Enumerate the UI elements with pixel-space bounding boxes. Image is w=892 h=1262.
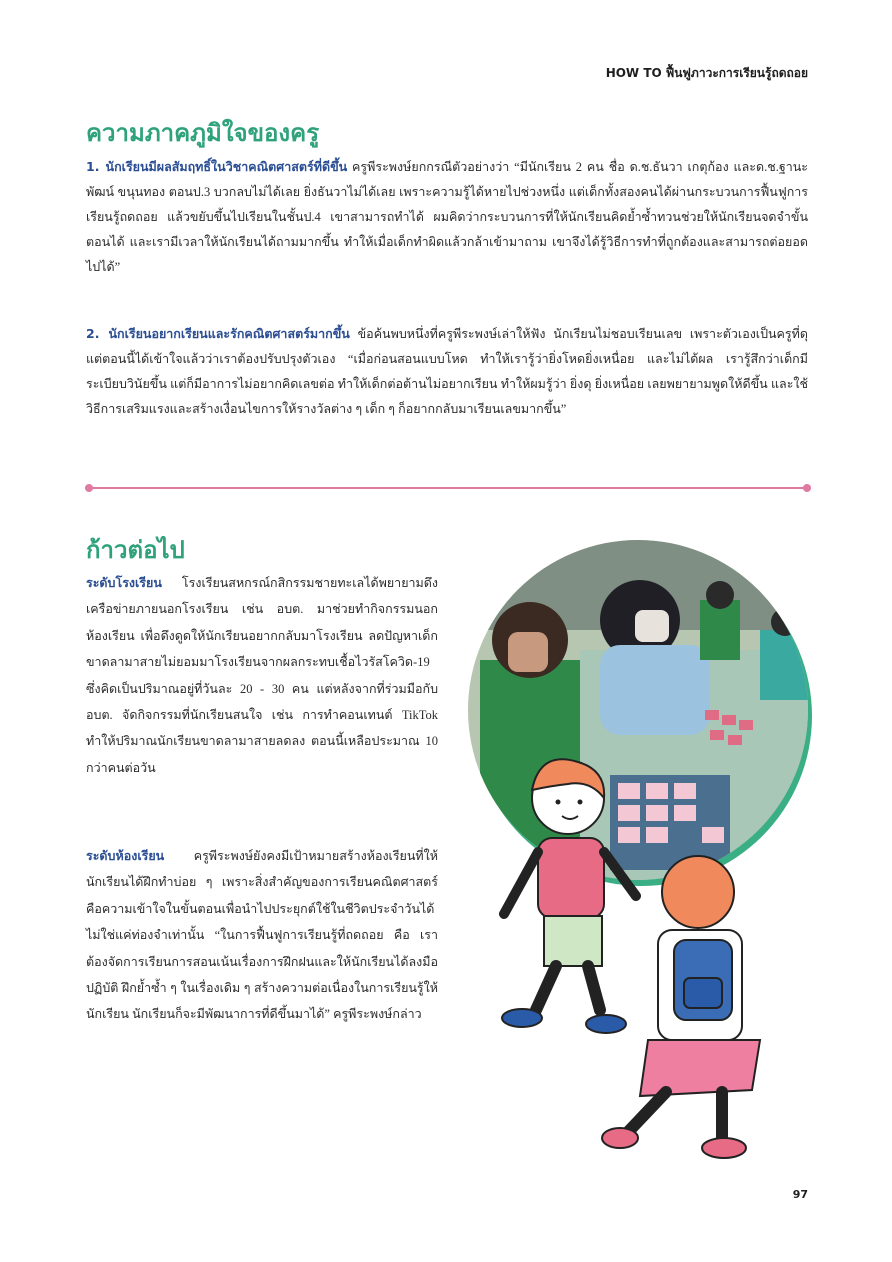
page-number: 97: [792, 1188, 808, 1201]
school-level-body: โรงเรียนสหกรณ์กสิกรรมชายทะเลได้พยายามดึงเครือข่ายภายนอกโรงเรียน เช่น อบต. มาช่วยทำกิจกรรมนอกห้องเรียน เพื่อดึงดูดให้นักเรียนอยากกลับมาโรงเรียน ลดปัญหาเด็กขาดลามาสายไม่ยอมมาโรงเรียนจากผลกระทบเชื้อไวรัสโควิด-19 ซึ่งคิดเป็นปริมาณอยู่ที่วันละ 20 - 30 คน แต่หลังจากที่ร่วมมือกับอบต. จัดกิจกรรมที่นักเรียนสนใจ เช่น การทำคอนเทนต์ TikTok ทำให้ปริมาณนักเรียนขาดลามาสายลดลง ตอนนี้เหลือประมาณ 10 กว่าคนต่อวัน: [86, 576, 438, 775]
next-school-level-paragraph: [86, 570, 438, 781]
divider-dot-left: [85, 484, 93, 492]
section-title-next-steps: ก้าวต่อไป: [86, 536, 185, 564]
section-divider: [88, 487, 808, 489]
school-level-lead: ระดับโรงเรียน: [86, 575, 162, 590]
divider-dot-right: [803, 484, 811, 492]
classroom-level-lead: ระดับห้องเรียน: [86, 848, 165, 863]
header-howto: HOW TO: [605, 66, 662, 80]
pride-paragraph-2: [86, 321, 808, 422]
next-classroom-level-paragraph: [86, 843, 438, 1028]
pride-lead-1: 1. นักเรียนมีผลสัมฤทธิ์ในวิชาคณิตศาสตร์ที่ดีขึ้น: [86, 159, 348, 174]
pride-lead-2: 2. นักเรียนอยากเรียนและรักคณิตศาสตร์มากขึ้น: [86, 326, 350, 341]
header-subtitle: ฟื้นฟูภาวะการเรียนรู้ถดถอย: [665, 66, 808, 80]
pride-body-2: ข้อค้นพบหนึ่งที่ครูพีระพงษ์เล่าให้ฟัง นักเรียนไม่ชอบเรียนเลข เพราะตัวเองเป็นครูที่ดุ แต่ตอนนี้ได้เข้าใจแล้วว่าเราต้องปรับปรุงตัวเอง “เมื่อก่อนสอนแบบโหด ทำให้เรารู้ว่ายิ่งโหดยิ่งเหนื่อย และไม่ได้ผล เรารู้สึกว่าเด็กมีระเบียบวินัยขึ้น แต่ก็มีอาการไม่อยากคิดเลขต่อ ทำให้เด็กต่อต้านไม่อยากเรียน ทำให้ผมรู้ว่า ยิ่งดุ ยิ่งเหนื่อย เลยพยายามพูดให้ดีขึ้น และใช้วิธีการเสริมแรงและสร้างเงื่อนไขการให้รางวัลต่าง ๆ เด็ก ๆ ก็อยากกลับมาเรียนเลขมากขึ้น”: [86, 327, 808, 416]
cartoon-girl: [602, 856, 760, 1158]
classroom-level-body: ครูพีระพงษ์ยังคงมีเป้าหมายสร้างห้องเรียนที่ให้นักเรียนได้ฝึกทำบ่อย ๆ เพราะสิ่งสำคัญของการเรียนคณิตศาสตร์ คือความเข้าใจในขั้นตอนเพื่อนำไปประยุกต์ใช้ในชีวิตประจำวันได้ ไม่ใช่แค่ท่องจำเท่านั้น “ในการฟื้นฟูการเรียนรู้ที่ถดถอย คือ เราต้องจัดการเรียนการสอนเน้นเรื่องการฝึกฝนและให้นักเรียนได้ลงมือปฏิบัติ ฝึกย้ำซ้ำ ๆ ในเรื่องเดิม ๆ สร้างความต่อเนื่องในการเรียนรู้ให้นักเรียน นักเรียนก็จะมีพัฒนาการที่ดีขึ้นมาได้” ครูพีระพงษ์กล่าว: [86, 849, 438, 1022]
classroom-photo: [460, 540, 820, 900]
running-header: [606, 64, 808, 83]
pride-paragraph-1: [86, 154, 808, 280]
pride-body-1: ครูพีระพงษ์ยกกรณีตัวอย่างว่า “มีนักเรียน 2 คน ชื่อ ด.ช.ธันวา เกตุก้อง และด.ช.ฐานะพัฒน์ ขนุนทอง ตอนป.3 บวกลบไม่ได้เลย ยิ่งธันวาไม่ได้เลย เพราะความรู้ได้หายไปช่วงหนึ่ง แต่เด็กทั้งสองคนได้ผ่านกระบวนการฟื้นฟูการเรียนรู้ถดถอย แล้วขยับขึ้นไปเรียนในชั้นป.4 เขาสามารถทำได้ ผมคิดว่ากระบวนการที่ให้นักเรียนคิดย้ำซ้ำทวนช่วยให้นักเรียนจดจำขั้นตอนได้ และเรามีเวลาให้นักเรียนได้ถามมากขึ้น ทำให้เมื่อเด็กทำผิดแล้วกล้าเข้ามาถาม เขาจึงได้รู้วิธีการทำที่ถูกต้องและสามารถต่อยอดไปได้”: [86, 160, 809, 274]
classroom-photo-illustration: [460, 540, 820, 1180]
section-title-pride: ความภาคภูมิใจของครู: [86, 119, 320, 147]
